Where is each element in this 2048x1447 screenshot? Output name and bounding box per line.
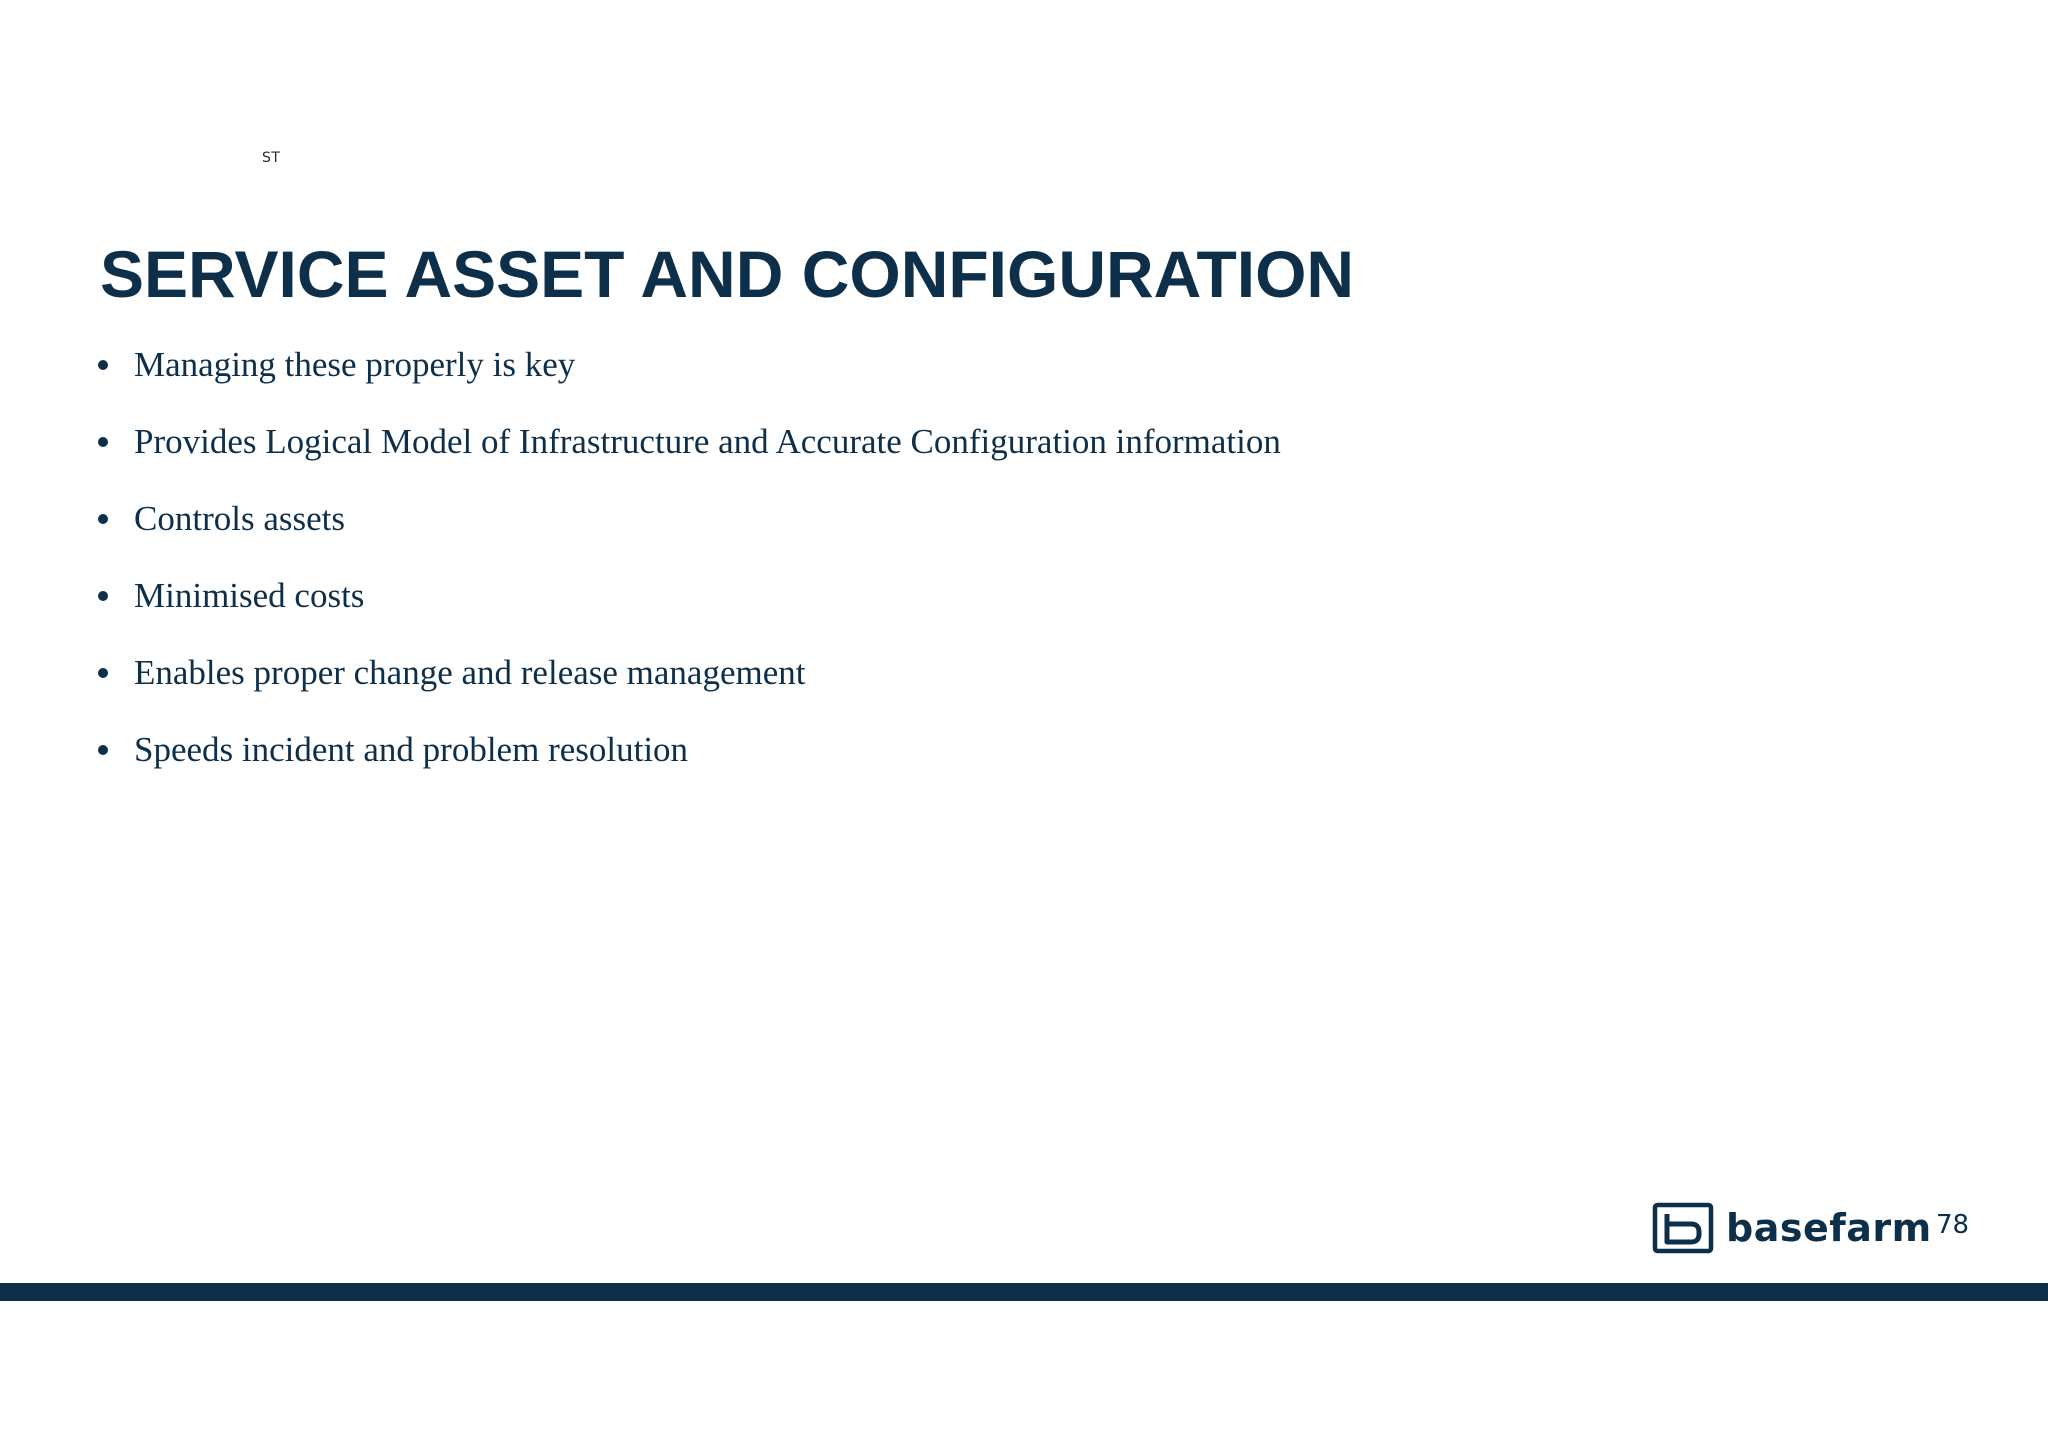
page-number: 78 (1936, 1210, 1970, 1240)
corner-tag: ST (262, 150, 281, 166)
list-item (98, 634, 1281, 711)
bullet-text: Provides Logical Model of Infrastructure and Accurate Configuration information (134, 421, 1281, 461)
bullet-icon (98, 514, 108, 524)
logo-text: basefarm (1726, 1206, 1932, 1250)
bullet-icon (98, 360, 108, 370)
footer-bar (0, 1283, 2048, 1301)
list-item (98, 326, 1281, 403)
bullet-text: Controls assets (134, 498, 345, 538)
bullet-icon (98, 745, 108, 755)
bullet-text: Speeds incident and problem resolution (134, 729, 689, 769)
list-item (98, 480, 1281, 557)
bullet-icon (98, 668, 108, 678)
list-item (98, 711, 1281, 788)
basefarm-logo (1652, 1200, 1932, 1256)
bullet-list (98, 326, 1281, 788)
list-item (98, 403, 1281, 480)
bullet-text: Enables proper change and release management (134, 652, 806, 692)
bullet-icon (98, 591, 108, 601)
bullet-text: Minimised costs (134, 575, 365, 615)
list-item (98, 557, 1281, 634)
bullet-text: Managing these properly is key (134, 344, 576, 384)
bullet-icon (98, 437, 108, 447)
slide-title: SERVICE ASSET AND CONFIGURATION (100, 237, 1355, 311)
basefarm-b-logo-icon (1652, 1202, 1714, 1254)
